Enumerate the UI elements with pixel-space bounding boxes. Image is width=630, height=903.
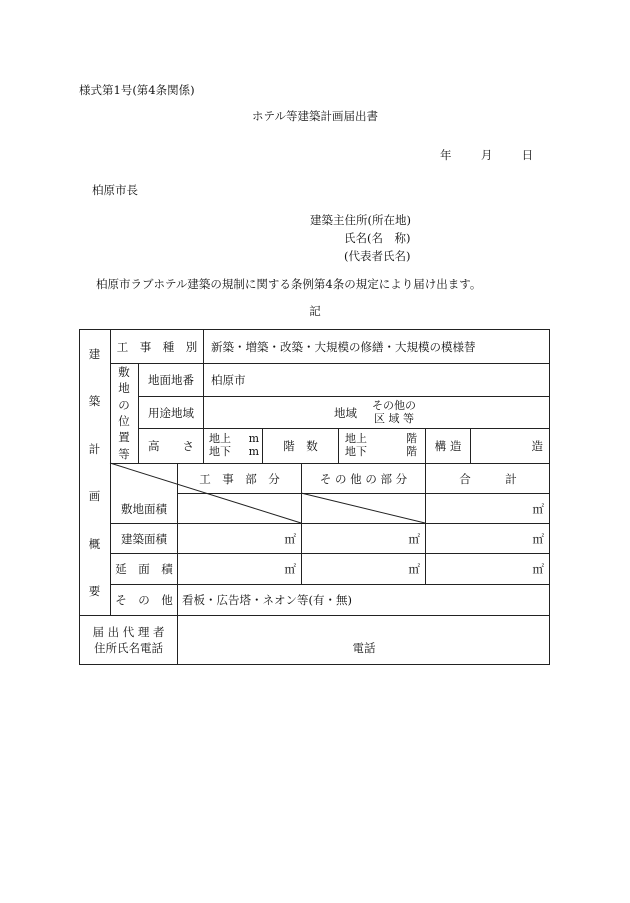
site-area-label: 敷地面積 (121, 501, 167, 516)
col-total-header: 合 計 (459, 471, 517, 486)
lot-label: 地面地番 (148, 373, 194, 387)
section-label (79, 330, 110, 615)
floor-area-label: 延 面 積 (115, 562, 173, 576)
below-ground-label: 地下 (209, 445, 231, 458)
floors-below-label: 地下 (345, 445, 367, 458)
document-title: ホテル等建築計画届出書 (252, 109, 378, 123)
form-number: 様式第1号(第4条関係) (79, 83, 195, 97)
section-char: 画 (88, 489, 101, 504)
structure-unit: 造 (531, 439, 543, 453)
agent-label-line: 住所氏名電話 (94, 641, 163, 655)
building-area-label: 建築面積 (121, 531, 167, 546)
section-char: 築 (88, 394, 101, 409)
col-other-header: そ の 他 の 部 分 (319, 471, 408, 486)
date-year: 年 (440, 148, 452, 162)
above-ground-label: 地上 (209, 432, 231, 446)
other-value: 看板・広告塔・ネオン等(有・無) (182, 593, 352, 607)
lot-value: 柏原市 (211, 373, 246, 387)
section-char: 計 (88, 441, 101, 456)
body-text: 柏原市ラブホテル建築の規制に関する条例第4条の規定により届け出ます。 (96, 277, 482, 291)
ki-heading: 記 (309, 304, 321, 318)
agent-phone: 電話 (352, 641, 376, 655)
site-char: 地 (118, 381, 130, 396)
height-values (209, 429, 259, 463)
floors-below-row (345, 446, 417, 459)
structure-label: 構 造 (434, 439, 462, 453)
building-area-total-unit: ㎡ (532, 531, 544, 546)
site-char: 等 (118, 446, 130, 461)
site-char: 位 (118, 414, 130, 429)
building-area-other-unit: ㎡ (408, 531, 420, 546)
addressee: 柏原市長 (92, 183, 138, 197)
applicant-representative-label: (代表者氏名) (344, 249, 411, 263)
applicant-name-label: 氏名(名 称) (344, 231, 411, 245)
floors-label: 階 数 (283, 439, 318, 453)
agent-label-line: 届 出 代 理 者 (92, 625, 165, 639)
unit-floor: 階 (406, 432, 417, 446)
unit-floor: 階 (406, 445, 417, 458)
zone-other (364, 397, 424, 428)
section-char: 概 (88, 536, 101, 551)
unit-m: m (248, 445, 259, 458)
site-area-total-unit: ㎡ (532, 501, 544, 516)
floor-area-total-unit: ㎡ (532, 562, 544, 576)
section-char: 要 (88, 584, 101, 599)
floors-above-label: 地上 (345, 432, 367, 446)
other-label: そ の 他 (115, 593, 173, 607)
building-area-work-unit: ㎡ (284, 531, 296, 546)
date-month: 月 (480, 148, 493, 162)
floors-values (345, 429, 417, 463)
work-type-value: 新築・増築・改築・大規模の修繕・大規模の模様替 (211, 339, 476, 354)
unit-m: m (248, 432, 259, 446)
site-label (110, 364, 138, 462)
zone-area-label: 地域 (334, 405, 357, 420)
col-work-header: 工 事 部 分 (199, 471, 280, 486)
zone-label: 用途地域 (148, 405, 194, 420)
site-char: の (118, 397, 130, 412)
applicant-address-label: 建築主住所(所在地) (310, 213, 411, 227)
date-day: 日 (521, 148, 534, 162)
section-char: 建 (88, 346, 101, 361)
height-label: 高 さ (148, 439, 194, 453)
zone-other-line: その他の (372, 398, 416, 412)
work-type-label: 工 事 種 別 (116, 339, 198, 354)
agent-label (80, 616, 177, 664)
diagonal-rule (301, 493, 425, 523)
floor-area-other-unit: ㎡ (408, 562, 420, 576)
site-char: 置 (118, 430, 130, 445)
floor-area-work-unit: ㎡ (284, 562, 296, 576)
zone-other-line: 区 域 等 (374, 411, 414, 425)
site-char: 敷 (118, 365, 130, 380)
height-below-row (209, 446, 259, 459)
